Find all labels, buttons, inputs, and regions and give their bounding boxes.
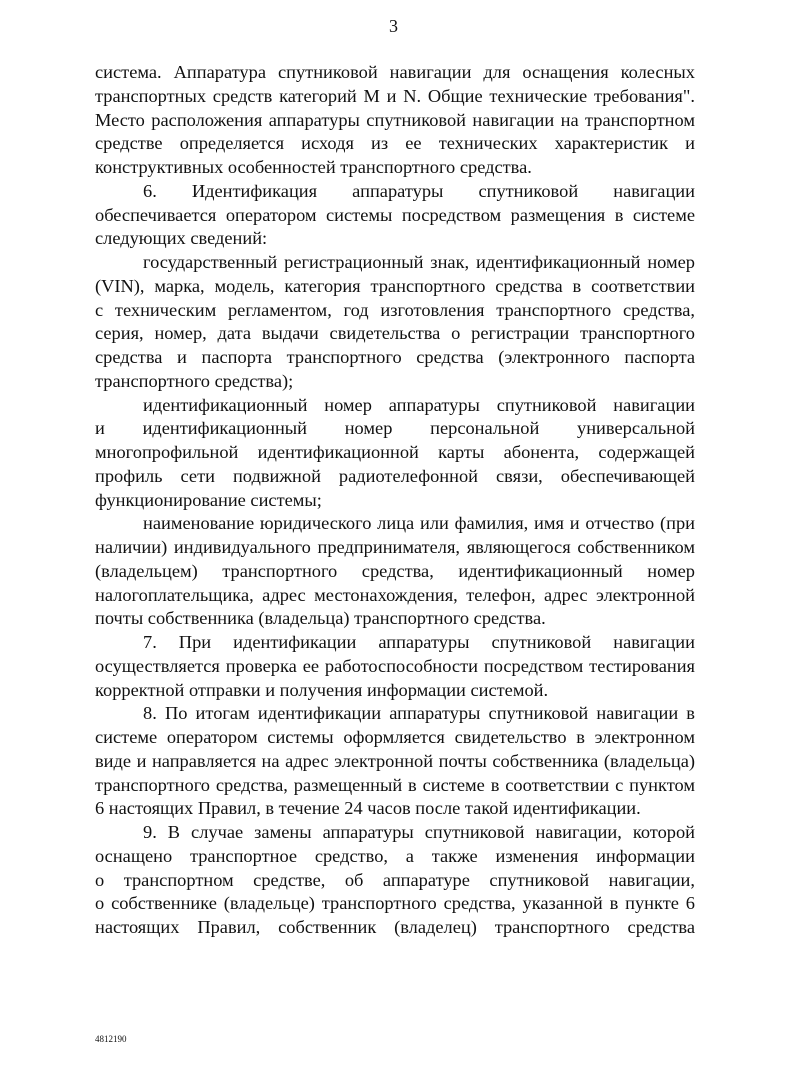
text-line: многопрофильной идентификационной карты абонента, содержащей <box>95 442 695 462</box>
text-line: средстве определяется исходя из ее технических характеристик и <box>95 133 695 154</box>
text-line: государственный регистрационный знак, идентификационный номер <box>143 252 695 272</box>
text-line: наличии) индивидуального предпринимателя, являющегося собственником <box>95 537 695 557</box>
document-code: 4812190 <box>95 1034 127 1044</box>
page-number: 3 <box>389 16 398 36</box>
text-line: о транспортном средстве, об аппаратуре спутниковой навигации, <box>95 869 695 890</box>
text-line: Место расположения аппаратуры спутниковой навигации на транспортном <box>95 109 695 130</box>
text-line: осуществляется проверка ее работоспособности посредством тестирования <box>95 655 695 676</box>
text-line: наименование юридического лица или фамилия, имя и отчество (при <box>143 513 695 534</box>
text-line: идентификационный номер аппаратуры спутниковой навигации <box>143 394 695 415</box>
text-line: конструктивных особенностей транспортного средства. <box>95 157 532 177</box>
text-line: профиль сети подвижной радиотелефонной связи, обеспечивающей <box>95 465 695 486</box>
text-line: средства и паспорта транспортного средства (электронного паспорта <box>95 347 695 367</box>
document-body <box>95 61 695 940</box>
text-line: 6. Идентификация аппаратуры спутниковой навигации <box>143 180 695 201</box>
text-line: 6 настоящих Правил, в течение 24 часов после такой идентификации. <box>95 798 641 819</box>
text-line: транспортного средства); <box>95 370 294 391</box>
text-line: оснащено транспортное средство, а также изменения информации <box>95 845 695 866</box>
text-line: (VIN), марка, модель, категория транспортного средства в соответствии <box>95 275 695 296</box>
text-line: (владельцем) транспортного средства, идентификационный номер <box>95 560 695 581</box>
text-line: следующих сведений: <box>95 228 268 249</box>
text-line: почты собственника (владельца) транспортного средства. <box>95 608 546 629</box>
text-line: серия, номер, дата выдачи свидетельства о регистрации транспортного <box>95 323 695 344</box>
text-line: о собственнике (владельце) транспортного средства, указанной в пункте 6 <box>95 893 695 914</box>
text-line: 8. По итогам идентификации аппаратуры спутниковой навигации в <box>143 703 695 724</box>
text-line: система. Аппаратура спутниковой навигации для оснащения колесных <box>95 62 695 82</box>
text-line: системе оператором системы оформляется свидетельство в электронном <box>95 727 695 747</box>
text-line: корректной отправки и получения информации системой. <box>95 679 549 700</box>
text-line: 9. В случае замены аппаратуры спутниковой навигации, которой <box>143 822 695 842</box>
text-line: транспортного средства, размещенный в системе в соответствии с пунктом <box>95 774 695 795</box>
text-line: и идентификационный номер персональной универсальной <box>95 418 695 439</box>
text-line: с техническим регламентом, год изготовления транспортного средства, <box>95 299 695 320</box>
text-line: транспортных средств категорий M и N. Общие технические требования". <box>95 85 695 106</box>
text-line: налогоплательщика, адрес местонахождения, телефон, адрес электронной <box>95 584 695 605</box>
text-line: виде и направляется на адрес электронной почты собственника (владельца) <box>95 750 695 771</box>
text-line: настоящих Правил, собственник (владелец) транспортного средства <box>95 917 695 937</box>
text-line: 7. При идентификации аппаратуры спутниковой навигации <box>143 632 695 652</box>
text-line: обеспечивается оператором системы посредством размещения в системе <box>95 204 695 225</box>
text-line: функционирование системы; <box>95 489 322 510</box>
